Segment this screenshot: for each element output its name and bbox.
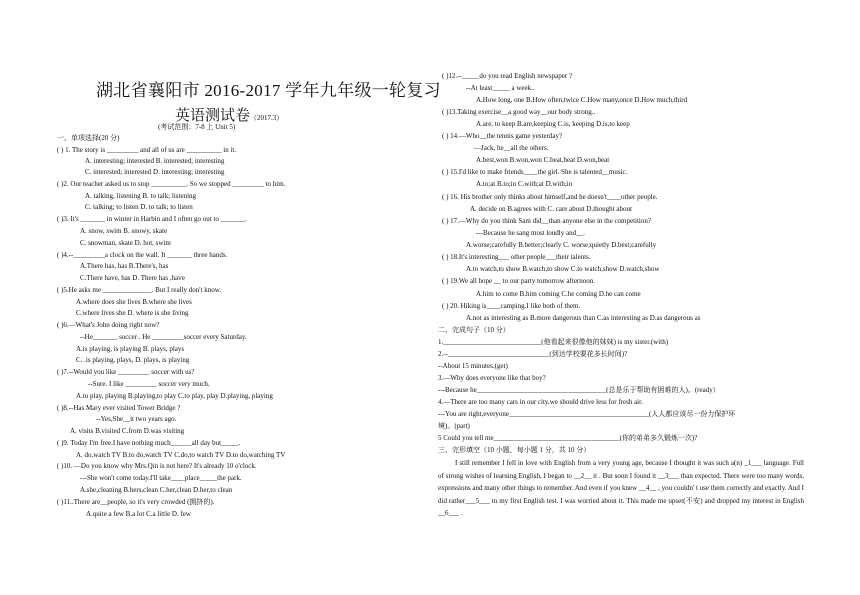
sentence-line: 1.____________________________(他看起来很像他的妹妹) is my sister.(with) (438, 338, 669, 346)
sentence-line: 4.—There are too many cars in our city,we should drive less for fresh air. (438, 398, 643, 406)
option-line: A.There has, has B.There's, has (80, 262, 169, 270)
page-title: 湖北省襄阳市 2016-2017 学年九年级一轮复习 (96, 81, 441, 100)
question-line: ( ) 15.I'd like to make friends____the girl. She is talented__music. (442, 168, 628, 176)
option-line: A.quite a few B.a lot C.a little D. few (86, 510, 191, 518)
option-line: A. talking, listening B. to talk; listening (85, 192, 197, 200)
subtitle-text: 英语测试卷 (175, 108, 251, 124)
option-line: A. interesting; interested B. interested; interesting (85, 157, 225, 165)
dialogue-line: —Jack, he__all the others. (474, 144, 549, 152)
sentence-line: 境)。(part) (438, 422, 470, 430)
question-line: ( )3. It's _______ in winter in Harbin and I often go out to _______. (57, 215, 247, 223)
question-line: ( )8.--Has Mary ever visited Tower Bridge ? (57, 404, 181, 412)
option-line: A.is playing, is playing B. plays, plays (76, 345, 185, 353)
question-line: ( )10. —Do you know why Mrs.Qin is not here? It's already 10 o'clock. (57, 462, 257, 470)
cloze-passage: I still remember I fell in love with English from a very young age, because I thought it was such a(n) _1___ language. Full of strong wishes of learning English, I began to __2__ it . But soon I found it __3___ than expected. There were too many words, expressions and many other things to remember. And even if you knew __4__ , you couldn' t use them correctly and exactly. And I did rather___5___ in my first English test. I was worried about it. This made me upset(不安) and dropped my interest in English __6___ . (438, 459, 804, 518)
option-line: A.to watch,to show B.watch,to show C.to watch,show D.watch,show (466, 265, 660, 273)
question-line: ( )5.He asks me ______________. But I really don't know. (57, 286, 222, 294)
dialogue-line: --He_______ soccer . He _________soccer every Saturday. (80, 333, 247, 341)
question-line: ( ) 16. His brother only thinks about himself,and he doesn't____other people. (442, 193, 658, 201)
option-line: C. .is playing, plays, D. plays, is playing (76, 356, 190, 364)
option-line: A.worse;carefully B.better;clearly C. worse;quietly D.best;carefully (466, 241, 657, 249)
section-heading: 二、完成句子（10 分） (438, 326, 510, 334)
option-line: A.How long, one B.How often,twice C.How many,once D.How much,third (476, 96, 688, 104)
question-line: ( )13.Taking exercise__a good way__our body strong.. (442, 108, 596, 116)
dialogue-line: --Yes,She__it two years ago. (96, 415, 177, 423)
question-line: ( ) 17.—Why do you think Sam did__than anyone else in the competition? (442, 217, 651, 225)
dialogue-line: ---She won't come today.I'll take____place_____the park. (80, 474, 242, 482)
option-line: C. interested; interested D. interesting; interesting (85, 168, 225, 176)
dialogue-line: --Sure. I like _________ soccer very much. (88, 380, 210, 388)
option-line: C. talking; to listen D. to talk; to listen (85, 203, 193, 211)
sentence-line: ---Because he_____________________________________(总是乐于帮助有困难的人)。(ready） (438, 386, 720, 394)
option-line: A.to;at B.to;in C.with;at D.with;in (476, 180, 573, 188)
question-line: ( ) 1. The story is _________ and all of us are __________ in it. (57, 146, 237, 154)
dialogue-line: ---Because he sang most loudly and__. (476, 229, 585, 237)
option-line: A. do,watch TV B.to do,watch TV C.do,to watch TV D.to do,watching TV (76, 451, 286, 459)
subtitle-date: （2017.3） (250, 114, 284, 122)
question-line: ( )12.--_____do you read English newspaper ? (442, 72, 573, 80)
option-line: C. snowman, skate D. hot, swim (80, 239, 171, 247)
option-line: A. snow, swim B. snowy, skate (80, 227, 168, 235)
option-line: A.best,won B.won,won C.beat,beat D.won,beat (476, 156, 610, 164)
question-line: ( )9. Today I'm free.I have nothing much______all day but_____. (57, 439, 241, 447)
option-line: A.she,cleaning B.hers,clean C.her,clean D.her,to clean (80, 486, 233, 494)
sentence-line: 5 Could you tell me____________________________________(你的弟弟多久锻炼一次)? (438, 434, 698, 442)
section-heading: 三、完形填空（10 小题，每小题 1 分，共 10 分） (438, 446, 591, 454)
question-line: ( ) 19.We all hope __ to our party tomorrow afternoon. (442, 277, 596, 285)
option-line: C.There have, has D. There has ,have (80, 274, 185, 282)
question-line: ( )2. Our teacher asked us to stop __________. So we stopped _________ to him. (57, 180, 286, 188)
section-heading: 一、单项选择(20 分) (57, 134, 120, 142)
option-line: A.are, to keep B.are,keeping C.is, keeping D.is,to keep (476, 120, 630, 128)
sentence-line: 2.--_____________________________(到达学校要花多长时间)? (438, 350, 628, 358)
exam-scope: (考试范围：7-8 上 Unit 5) (158, 123, 236, 131)
sentence-line: --About 15 minutes.(get) (438, 362, 508, 370)
option-line: A.not as interesting as B.more dangerous than C.as interesting as D.as dangerous as (466, 314, 701, 322)
option-line: A. decide on B.agrees with C. care about D.thought about (470, 205, 632, 213)
option-line: A.him to come B.him coming C.he coming D.he can come (476, 290, 641, 298)
question-line: ( )7.--Would you like _________ soccer with us? (57, 368, 195, 376)
dialogue-line: --At least_____ a week.. (466, 84, 535, 92)
question-line: ( ) 20. Hiking is____camping.I like both of them. (442, 302, 581, 310)
option-line: A.to play, playing B.playing,to play C.to play, play D.playing, playing (76, 392, 273, 400)
question-line: ( )11..There are__people, so it's very crowded (拥挤的). (57, 498, 215, 506)
option-line: C.where lives she D. where is she living (76, 309, 189, 317)
question-line: ( ) 18.It's interesting___ other people___their talents. (442, 253, 591, 261)
question-line: ( )4.--_________a clock on the wall. It _______ three hands. (57, 251, 228, 259)
question-line: ( ) 14.—Who__the tennis game yesterday? (442, 132, 563, 140)
sentence-line: ---You are right,everyone________________________________________(人人都应该尽一份力保护环 (438, 410, 736, 418)
option-line: A.where does she lives B.where she lives (76, 298, 192, 306)
question-line: ( )6.—What's John doing right now? (57, 321, 160, 329)
sentence-line: 3.—Why does everyone like that boy? (438, 374, 546, 382)
option-line: A. visits B.visited C.from D.was visiting (70, 427, 185, 435)
